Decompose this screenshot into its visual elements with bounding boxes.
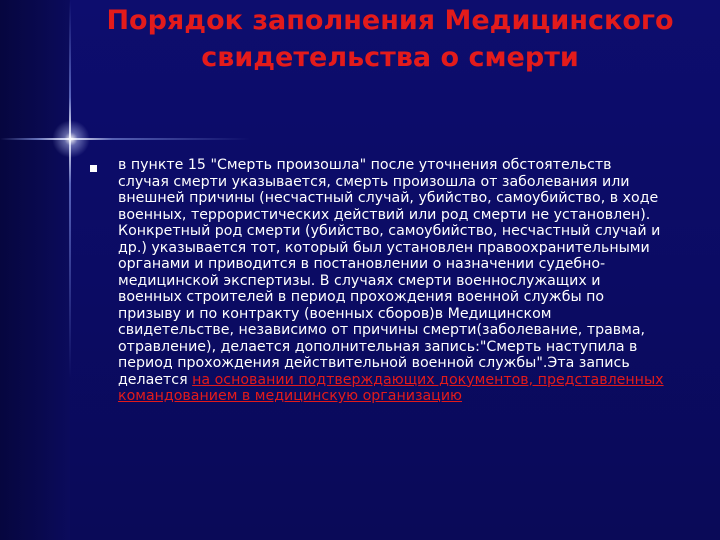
decor-vertical-line [69, 0, 71, 540]
decor-horizontal-line [0, 138, 250, 140]
slide-title: Порядок заполнения Медицинского свидетельства о смерти [106, 5, 674, 73]
square-bullet-icon [90, 165, 97, 172]
star-sparkle-icon [52, 120, 90, 158]
left-decor-panel [0, 0, 70, 540]
body-paragraph: в пункте 15 "Смерть произошла" после уточнения обстоятельств случая смерти указывается, смерть произошла от заболевания или внешней причины (несчастный случай, убийство, самоубийство, в ходе военных, террористических действий или род смерти не установлен). Конкретный род смерти (убийство, самоубийство, несчастный случай и др.) указывается тот, который был установлен правоохранительными органами и приводится в постановлении о назначении судебно-медицинской экспертизы. В случаях смерти военнослужащих и военных строителей в период прохождения военной службы по призыву и по контракту (военных сборов)в Медицинском свидетельстве, независимо от причины смерти(заболевание, травма, отравление), делается дополнительная запись:"Смерть наступила в период прохождения действительной военной службы".Эта запись делается [118, 157, 661, 388]
documents-link[interactable]: на основании подтверждающих документов, представленных командованием в медицинскую организацию [118, 371, 664, 404]
slide-body-text [118, 157, 666, 405]
